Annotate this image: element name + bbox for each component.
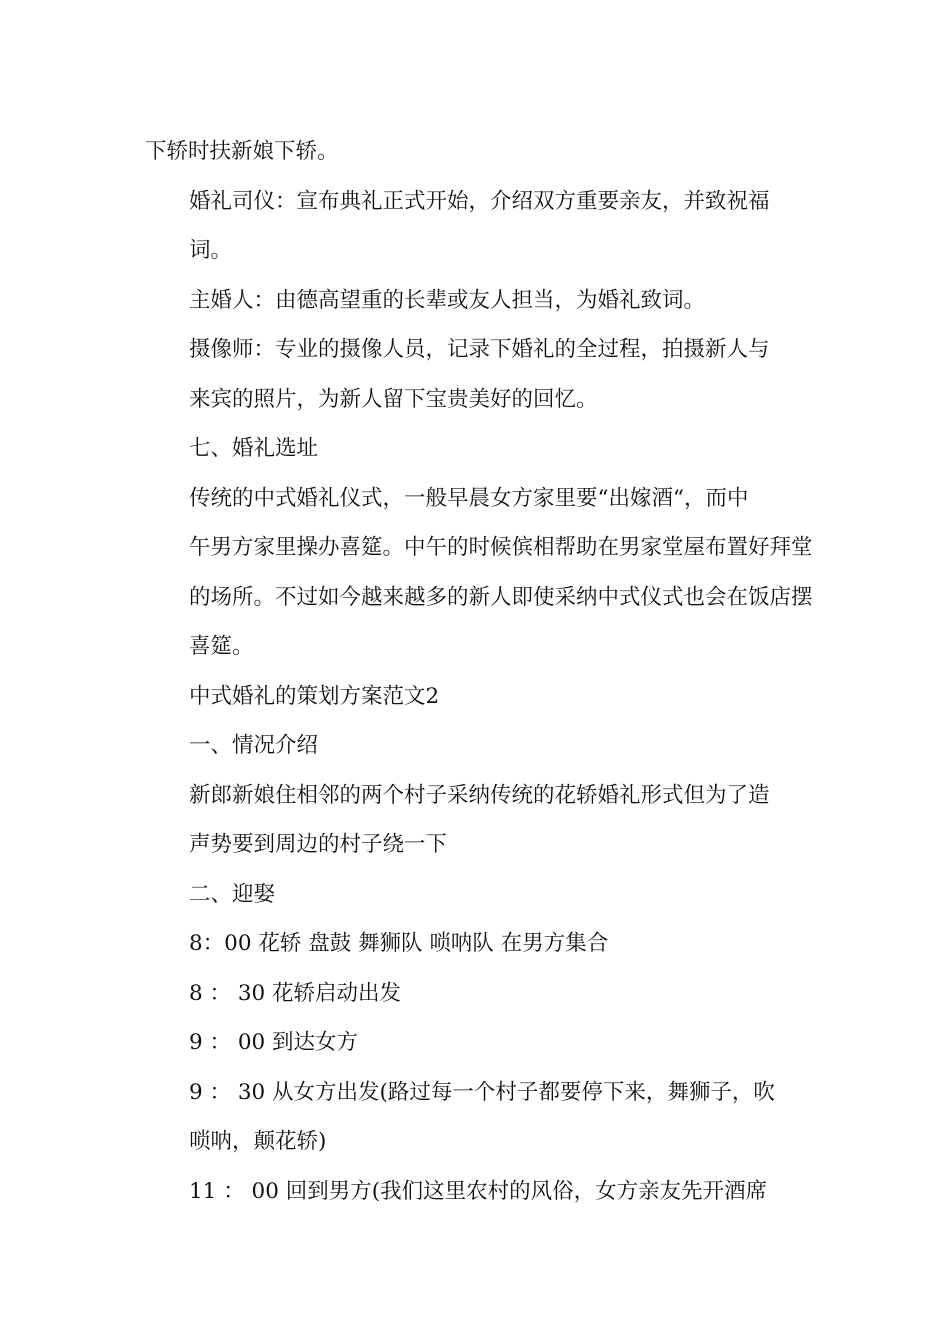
- text-line: 一、情况介绍: [189, 733, 319, 758]
- text-line: 摄像师：专业的摄像人员，记录下婚礼的全过程，拍摄新人与: [189, 337, 770, 362]
- paragraph: [145, 672, 807, 722]
- paragraph: [145, 1018, 807, 1068]
- text-line: 喜筵。: [189, 634, 254, 659]
- paragraph: [145, 771, 807, 870]
- paragraph: [145, 1068, 807, 1167]
- text-line: 来宾的照片，为新人留下宝贵美好的回忆。: [189, 386, 598, 412]
- text-line: 9 ： 30 从女方出发(路过每一个村子都要停下来，舞狮子，吹: [189, 1079, 775, 1105]
- text-line: 词。: [189, 238, 233, 263]
- paragraph: [145, 474, 813, 672]
- text-line: 唢呐，颠花轿): [189, 1129, 327, 1154]
- text-line: 11 ： 00 回到男方(我们这里农村的风俗，女方亲友先开酒席: [189, 1178, 768, 1204]
- paragraph: [145, 919, 807, 969]
- text-line: 新郎新娘住相邻的两个村子采纳传统的花轿婚礼形式但为了造: [189, 782, 770, 808]
- text-line: 9 ： 00 到达女方: [189, 1030, 359, 1055]
- paragraph: [145, 127, 807, 177]
- paragraph: [145, 177, 807, 276]
- paragraph: [145, 1167, 807, 1217]
- document-body: [145, 127, 813, 1216]
- text-line: 8：00 花轿 盘鼓 舞狮队 唢呐队 在男方集合: [189, 931, 609, 956]
- paragraph: [145, 721, 807, 771]
- paragraph: [145, 969, 807, 1019]
- text-line: 婚礼司仪：宣布典礼正式开始，介绍双方重要亲友，并致祝福: [189, 188, 770, 214]
- text-line: 主婚人：由德高望重的长辈或友人担当，为婚礼致词。: [189, 287, 706, 313]
- paragraph: [145, 424, 807, 474]
- paragraph: [145, 276, 807, 326]
- text-line: 午男方家里操办喜筵。中午的时候傧相帮助在男家堂屋布置好拜堂: [189, 535, 813, 560]
- text-line: 传统的中式婚礼仪式，一般早晨女方家里要“出嫁酒“，而中: [189, 485, 749, 511]
- text-line: 声势要到周边的村子绕一下: [189, 832, 448, 857]
- text-line: 下轿时扶新娘下轿。: [145, 139, 339, 164]
- paragraph: [145, 870, 807, 920]
- text-line: 的场所。不过如今越来越多的新人即使采纳中式仪式也会在饭店摆: [189, 584, 813, 610]
- text-line: 8 ： 30 花轿启动出发: [189, 980, 402, 1006]
- text-line: 七、婚礼选址: [189, 436, 319, 461]
- text-line: 中式婚礼的策划方案范文2: [189, 683, 440, 709]
- paragraph: [145, 325, 807, 424]
- text-line: 二、迎娶: [189, 881, 276, 907]
